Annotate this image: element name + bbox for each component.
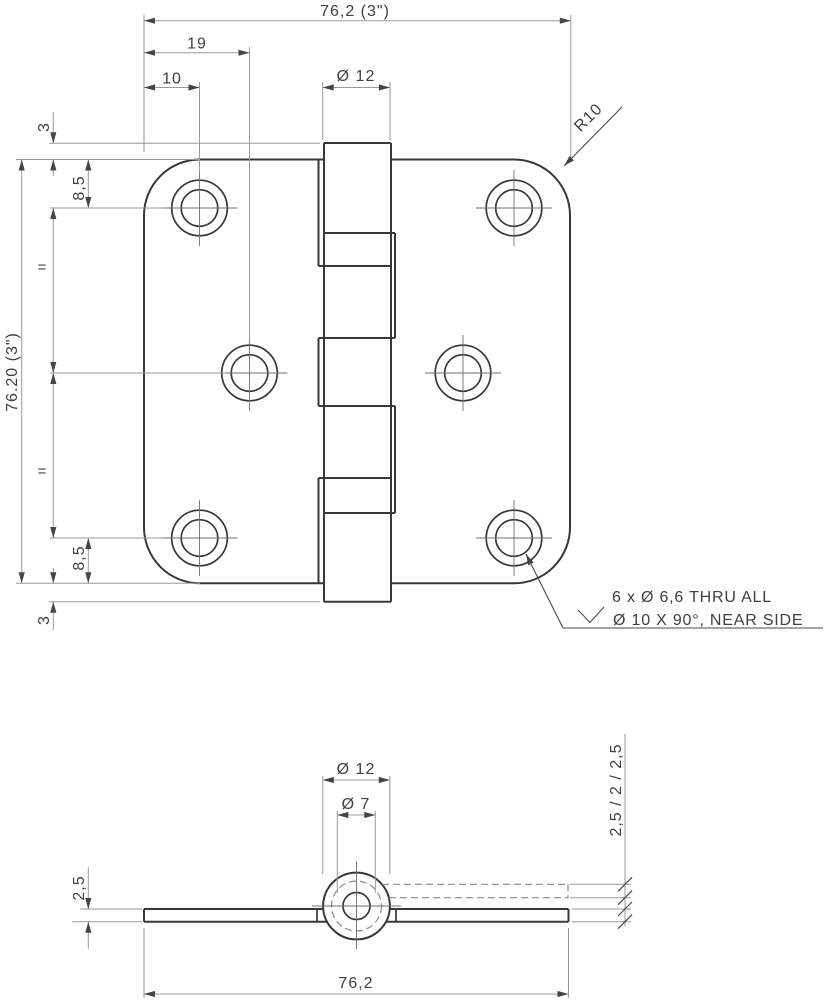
dim-hole-edge-bottom: 8,5	[71, 545, 88, 571]
countersink-symbol-icon	[578, 607, 604, 623]
dim-hole-col1: 10	[162, 70, 182, 88]
side-view	[71, 734, 632, 998]
screw-hole	[162, 500, 238, 576]
phantom-leaf-position	[382, 884, 568, 897]
dim-hole-col2: 19	[187, 35, 207, 53]
dim-pin-protrusion-bottom: 3	[36, 615, 53, 625]
dim-hole-edge-top: 8,5	[71, 175, 88, 201]
front-view	[4, 3, 823, 630]
hole-note-line2: Ø 10 X 90°, NEAR SIDE	[613, 612, 804, 629]
dim-overall-height: 76.20 (3")	[4, 332, 21, 412]
screw-hole	[425, 335, 501, 411]
dim-side-knuckle-diameter: Ø 12	[336, 761, 376, 778]
side-view-knuckle	[312, 861, 401, 949]
screw-hole	[476, 500, 552, 576]
screw-hole	[476, 170, 552, 246]
dim-side-overall-width: 76,2	[338, 975, 374, 992]
dim-corner-radius: R10	[571, 100, 607, 136]
screw-hole	[162, 170, 238, 246]
dim-overall-width: 76,2 (3")	[320, 3, 390, 20]
hinge-barrel	[319, 143, 396, 602]
hinge-leaf-outlines	[144, 160, 570, 584]
dim-stack-thickness: 2,5 / 2 / 2,5	[608, 743, 625, 837]
dim-pin-protrusion-top: 3	[36, 122, 53, 132]
hole-note-line1: 6 x Ø 6,6 THRU ALL	[612, 589, 772, 606]
equal-spacing-mark-top: =	[37, 259, 47, 276]
equal-spacing-mark-bottom: =	[37, 463, 47, 480]
dim-leaf-thickness: 2,5	[71, 875, 88, 901]
dim-pin-hole-diameter: Ø 7	[341, 796, 371, 813]
dim-knuckle-diameter: Ø 12	[336, 68, 376, 85]
